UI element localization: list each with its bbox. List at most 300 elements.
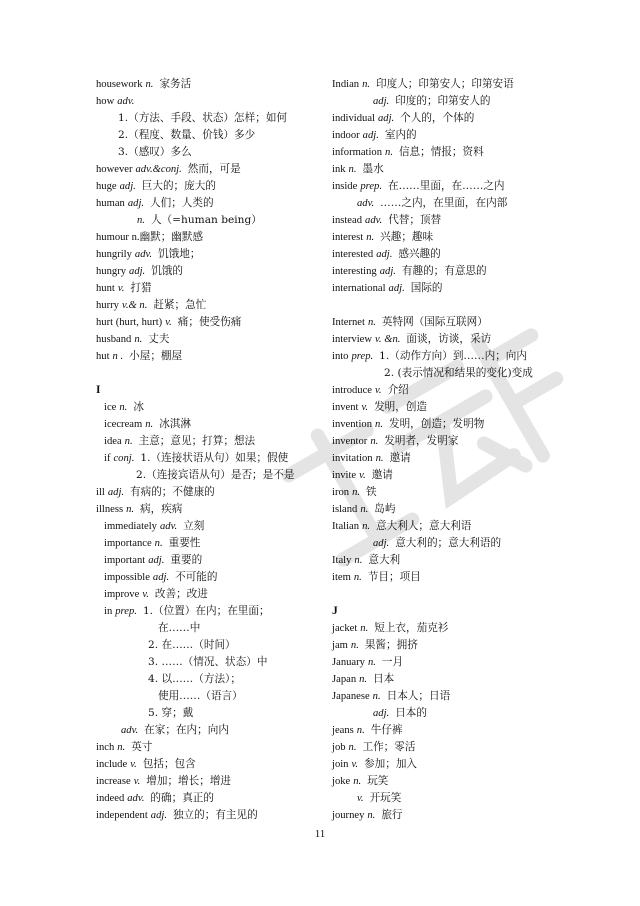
vocab-entry — [96, 756, 316, 773]
headword: hurry — [96, 300, 119, 311]
headword: inventor — [332, 436, 368, 447]
part-of-speech: adv. — [134, 249, 153, 260]
headword: invite — [332, 470, 357, 481]
vocab-entry — [96, 280, 316, 297]
part-of-speech: v. — [133, 776, 141, 787]
part-of-speech: v. — [357, 793, 364, 804]
definition: 室内的 — [384, 129, 417, 141]
headword: invent — [332, 402, 359, 413]
definition: 面谈，访谈，采访 — [406, 333, 492, 345]
vocab-entry — [96, 705, 316, 722]
definition: 在家；在内；向内 — [144, 724, 229, 736]
vocab-entry — [96, 331, 316, 348]
vocab-entry — [96, 263, 316, 280]
vocab-entry — [96, 722, 316, 739]
vocab-entry — [96, 535, 316, 552]
vocab-entry — [96, 416, 316, 433]
vocab-entry — [332, 739, 572, 756]
definition: 人（=human being） — [150, 214, 262, 226]
part-of-speech: prep. — [351, 351, 374, 362]
headword: independent — [96, 810, 148, 821]
right-column — [332, 76, 572, 824]
part-of-speech: adj. — [379, 266, 396, 277]
definition: 参加；加入 — [364, 758, 418, 770]
definition: 1.（方法、手段、状态）怎样；如何 — [118, 112, 288, 124]
vocab-entry — [332, 246, 572, 263]
definition: 日本 — [373, 673, 395, 685]
headword: journey — [332, 810, 365, 821]
definition: 发明，创造；发明物 — [388, 418, 485, 430]
definition: 意大利人；意大利语 — [376, 520, 472, 532]
definition: 邀请 — [389, 452, 411, 464]
definition: 在……里面，在……之内 — [388, 180, 505, 192]
vocab-entry — [332, 773, 572, 790]
page-number: 11 — [314, 828, 326, 840]
part-of-speech: adv. — [159, 521, 178, 532]
vocab-entry — [96, 654, 316, 671]
definition: 3.（感叹）多么 — [118, 146, 192, 158]
part-of-speech: n. — [367, 810, 376, 821]
vocab-entry — [332, 671, 572, 688]
headword: icecream — [104, 419, 143, 430]
left-column — [96, 76, 316, 824]
part-of-speech: n. — [360, 504, 369, 515]
definition: 印度的；印第安人的 — [395, 95, 491, 107]
definition: 玩笑 — [367, 775, 389, 787]
headword: improve — [104, 589, 140, 600]
vocab-entry — [96, 603, 316, 620]
definition: 家务活 — [159, 78, 192, 90]
definition: 兴趣；趣味 — [380, 231, 434, 243]
headword: job — [332, 742, 346, 753]
vocab-entry — [332, 331, 572, 348]
part-of-speech: adj. — [373, 708, 390, 719]
definition: 发明，创造 — [374, 401, 428, 413]
vocab-entry — [332, 416, 572, 433]
vocab-entry — [332, 688, 572, 705]
vocab-entry — [332, 399, 572, 416]
vocab-entry — [96, 246, 316, 263]
part-of-speech: adj. — [373, 538, 390, 549]
definition: 巨大的；庞大的 — [141, 180, 216, 192]
part-of-speech: n. — [370, 436, 379, 447]
definition: 打猎 — [130, 282, 152, 294]
headword: introduce — [332, 385, 373, 396]
part-of-speech: n. — [367, 657, 376, 668]
headword: Internet — [332, 317, 365, 328]
headword: hungry — [96, 266, 127, 277]
definition: 感兴趣的 — [398, 248, 441, 260]
vocab-entry — [332, 161, 572, 178]
part-of-speech: n. — [354, 555, 363, 566]
definition: 独立的；有主见的 — [172, 809, 258, 821]
part-of-speech: n. — [362, 79, 371, 90]
vocab-entry — [332, 756, 572, 773]
vocab-entry — [332, 467, 572, 484]
part-of-speech: n. — [137, 215, 145, 226]
headword: interest — [332, 232, 364, 243]
vocab-entry — [332, 365, 572, 382]
definition: 日本的 — [395, 707, 427, 719]
headword: housework — [96, 79, 143, 90]
definition: 日本人；日语 — [386, 690, 451, 702]
part-of-speech: adj. — [127, 198, 145, 209]
definition: 饥饿地； — [158, 248, 201, 260]
part-of-speech: n. — [119, 402, 128, 413]
headword: humour n. — [96, 232, 140, 243]
headword: Indian — [332, 79, 360, 90]
definition: 3. ……（情况、状态）中 — [148, 656, 268, 668]
definition: 4. 以……（方法）； — [148, 673, 241, 685]
part-of-speech: v. — [361, 402, 369, 413]
definition: 信息；情报；资料 — [398, 146, 484, 158]
vocab-entry — [332, 195, 572, 212]
part-of-speech: adj. — [377, 113, 395, 124]
definition: 包括；包含 — [142, 758, 196, 770]
vocab-entry — [96, 501, 316, 518]
definition: 冰淇淋 — [159, 418, 191, 430]
definition: 小屋；棚屋 — [129, 350, 183, 362]
headword: inside — [332, 181, 358, 192]
headword: ink — [332, 164, 346, 175]
definition: 冰 — [133, 401, 144, 413]
vocab-entry — [332, 569, 572, 586]
definition: 意大利 — [368, 554, 401, 566]
vocab-entry — [96, 314, 316, 331]
definition: 不可能的 — [175, 571, 218, 583]
headword: jam — [332, 640, 348, 651]
headword: international — [332, 283, 386, 294]
headword: interesting — [332, 266, 377, 277]
definition: 病，疾病 — [140, 503, 183, 515]
definition: 开玩笑 — [369, 792, 402, 804]
vocab-entry — [332, 637, 572, 654]
headword: invitation — [332, 453, 373, 464]
part-of-speech: v. — [117, 283, 125, 294]
vocab-entry — [96, 467, 316, 484]
definition: 然而，可是 — [187, 163, 241, 175]
headword: join — [332, 759, 349, 770]
vocab-entry — [332, 76, 572, 93]
part-of-speech: v.& n. — [121, 300, 148, 311]
part-of-speech: n. — [145, 79, 154, 90]
vocab-entry — [332, 212, 572, 229]
headword: into — [332, 351, 349, 362]
part-of-speech: n. — [348, 164, 357, 175]
vocab-entry — [332, 722, 572, 739]
part-of-speech: n. — [348, 742, 357, 753]
headword: jacket — [332, 623, 358, 634]
vocab-entry — [96, 484, 316, 501]
part-of-speech: adj. — [129, 266, 146, 277]
part-of-speech: adj. — [150, 810, 167, 821]
part-of-speech: n. — [352, 487, 361, 498]
part-of-speech: adj. — [119, 181, 136, 192]
definition: 果酱；拥挤 — [364, 639, 418, 651]
part-of-speech: adj. — [152, 572, 170, 583]
definition: 丈夫 — [148, 333, 170, 345]
vocab-entry — [96, 433, 316, 450]
vocab-entry — [96, 450, 316, 467]
definition: 重要性 — [168, 537, 201, 549]
definition: 有趣的；有意思的 — [401, 265, 487, 277]
definition: 铁 — [366, 486, 377, 498]
headword: interested — [332, 249, 374, 260]
headword: invention — [332, 419, 373, 430]
part-of-speech: n. — [359, 674, 368, 685]
definition: 英寸 — [131, 741, 153, 753]
section-letter: J — [332, 605, 338, 617]
part-of-speech: adv. — [357, 198, 375, 209]
definition: 节目；项目 — [367, 571, 421, 583]
headword: indoor — [332, 130, 360, 141]
part-of-speech: adj. — [388, 283, 405, 294]
definition: 5. 穿；戴 — [148, 707, 194, 719]
definition: 英特网（国际互联网） — [381, 316, 488, 328]
vocab-entry — [96, 671, 316, 688]
headword: hungrily — [96, 249, 132, 260]
vocab-entry — [96, 144, 316, 161]
definition: 一月 — [381, 656, 404, 668]
part-of-speech: v. — [165, 317, 172, 328]
part-of-speech: adj. — [362, 130, 379, 141]
definition: 2.（连接宾语从句）是否；是不是 — [136, 469, 295, 481]
definition: 个人的，个体的 — [400, 112, 475, 124]
vocab-entry — [96, 93, 316, 110]
headword: Japanese — [332, 691, 370, 702]
vocab-entry — [96, 637, 316, 654]
part-of-speech: prep. — [115, 606, 137, 617]
definition: 立刻 — [183, 520, 205, 532]
definition: 墨水 — [362, 163, 384, 175]
vocab-entry — [96, 229, 316, 246]
vocab-entry — [96, 297, 316, 314]
vocab-entry — [96, 127, 316, 144]
vocab-entry — [96, 807, 316, 824]
part-of-speech: n. — [134, 334, 143, 345]
headword: importance — [104, 538, 152, 549]
part-of-speech: n. — [353, 776, 362, 787]
vocab-entry — [332, 535, 572, 552]
vocab-entry — [332, 807, 572, 824]
vocab-entry — [332, 382, 572, 399]
vocab-entry — [332, 314, 572, 331]
vocab-entry — [332, 93, 572, 110]
definition: 国际的 — [410, 282, 443, 294]
definition: 增加；增长；增进 — [146, 775, 232, 787]
definition: 人们；人类的 — [150, 197, 214, 209]
headword: hurt (hurt, hurt) — [96, 317, 163, 328]
headword: illness — [96, 504, 124, 515]
part-of-speech: adj. — [376, 249, 393, 260]
headword: important — [104, 555, 146, 566]
part-of-speech: n. — [366, 232, 375, 243]
definition: 在……中 — [158, 622, 201, 634]
part-of-speech: n. — [360, 623, 369, 634]
definition: 重要的 — [170, 554, 203, 566]
part-of-speech: n. — [375, 453, 384, 464]
vocab-entry — [96, 348, 316, 365]
headword: jeans — [332, 725, 354, 736]
definition: 介绍 — [387, 384, 409, 396]
headword: huge — [96, 181, 117, 192]
part-of-speech: v. — [351, 759, 359, 770]
headword: however — [96, 164, 133, 175]
headword: increase — [96, 776, 131, 787]
headword: instead — [332, 215, 363, 226]
part-of-speech: adj. — [373, 96, 390, 107]
headword: individual — [332, 113, 375, 124]
part-of-speech: n. — [356, 725, 365, 736]
headword: item — [332, 572, 351, 583]
vocab-entry — [332, 518, 572, 535]
part-of-speech: prep. — [360, 181, 382, 192]
headword: in — [104, 606, 113, 617]
part-of-speech: n. — [353, 572, 362, 583]
part-of-speech: v. &n. — [375, 334, 401, 345]
part-of-speech: n. — [372, 691, 381, 702]
part-of-speech: n . — [112, 351, 124, 362]
definition: 1.（位置）在内；在里面； — [142, 605, 270, 617]
definition: 旅行 — [381, 809, 403, 821]
definition: 牛仔裤 — [370, 724, 403, 736]
vocab-entry — [96, 110, 316, 127]
definition: 2. (表示情况和结果的变化)变成 — [384, 367, 533, 379]
definition: 2. 在……（时间） — [148, 639, 236, 651]
part-of-speech: adv. — [117, 96, 135, 107]
vocab-entry — [96, 178, 316, 195]
headword: impossible — [104, 572, 150, 583]
vocab-entry — [96, 569, 316, 586]
definition: 使用……（语言） — [158, 690, 243, 702]
vocab-entry — [332, 620, 572, 637]
spacer — [332, 586, 572, 603]
part-of-speech: adj. — [148, 555, 165, 566]
part-of-speech: n. — [154, 538, 163, 549]
vocab-entry — [96, 739, 316, 756]
headword: how — [96, 96, 115, 107]
definition: 幽默；幽默感 — [139, 231, 204, 243]
definition: 1.（连接状语从句）如果；假使 — [140, 452, 289, 464]
part-of-speech: v. — [359, 470, 366, 481]
definition: 邀请 — [371, 469, 393, 481]
headword: interview — [332, 334, 373, 345]
part-of-speech: n. — [145, 419, 154, 430]
definition: 代替；顶替 — [388, 214, 442, 226]
definition: 有病的；不健康的 — [130, 486, 215, 498]
definition: 工作；零活 — [362, 741, 416, 753]
vocab-entry — [96, 212, 316, 229]
headword: information — [332, 147, 383, 158]
vocab-entry — [332, 552, 572, 569]
part-of-speech: n. — [117, 742, 126, 753]
vocab-entry — [332, 280, 572, 297]
vocab-entry — [332, 348, 572, 365]
part-of-speech: v. — [142, 589, 149, 600]
headword: Italy — [332, 555, 352, 566]
vocab-entry — [332, 790, 572, 807]
headword: indeed — [96, 793, 125, 804]
part-of-speech: n. — [385, 147, 393, 158]
vocab-entry — [332, 654, 572, 671]
vocab-entry — [96, 518, 316, 535]
vocab-entry — [96, 399, 316, 416]
definition: 的确；真正的 — [150, 792, 214, 804]
vocab-entry — [96, 76, 316, 93]
definition: 短上衣，茄克衫 — [374, 622, 449, 634]
definition: 印度人；印第安人；印第安语 — [376, 78, 514, 90]
headword: husband — [96, 334, 132, 345]
headword: idea — [104, 436, 122, 447]
part-of-speech: conj. — [113, 453, 135, 464]
part-of-speech: v. — [130, 759, 137, 770]
section-letter: I — [96, 384, 101, 396]
vocab-entry — [96, 790, 316, 807]
definition: 改善；改进 — [154, 588, 208, 600]
part-of-speech: adj. — [107, 487, 125, 498]
headword: joke — [332, 776, 351, 787]
part-of-speech: n. — [126, 504, 135, 515]
spacer — [332, 297, 572, 314]
vocab-entry — [332, 229, 572, 246]
definition: 赶紧；急忙 — [153, 299, 207, 311]
part-of-speech: n. — [124, 436, 133, 447]
definition: 2.（程度、数量、价钱）多少 — [118, 129, 256, 141]
definition: 发明者，发明家 — [384, 435, 459, 447]
part-of-speech: adv. — [121, 725, 139, 736]
part-of-speech: n. — [350, 640, 359, 651]
headword: hunt — [96, 283, 115, 294]
vocab-entry — [332, 144, 572, 161]
part-of-speech: n. — [375, 419, 383, 430]
headword: Japan — [332, 674, 357, 685]
vocab-entry — [332, 178, 572, 195]
headword: inch — [96, 742, 115, 753]
definition: 意大利的；意大利语的 — [395, 537, 502, 549]
vocab-entry — [96, 552, 316, 569]
part-of-speech: v. — [375, 385, 382, 396]
definition: 饥饿的 — [151, 265, 183, 277]
part-of-speech: adv.&conj. — [135, 164, 182, 175]
headword: immediately — [104, 521, 157, 532]
spacer — [96, 365, 316, 382]
vocab-entry — [96, 586, 316, 603]
vocab-entry — [96, 688, 316, 705]
vocab-entry — [332, 501, 572, 518]
vocab-entry — [332, 484, 572, 501]
headword: include — [96, 759, 128, 770]
definition: 岛屿 — [374, 503, 396, 515]
vocab-entry — [332, 263, 572, 280]
headword: ill — [96, 487, 105, 498]
headword: island — [332, 504, 358, 515]
headword: if — [104, 453, 111, 464]
definition: ……之内，在里面，在内部 — [380, 197, 508, 209]
part-of-speech: adv. — [365, 215, 383, 226]
part-of-speech: adv. — [127, 793, 145, 804]
definition: 1.（动作方向）到……内；向内 — [379, 350, 527, 362]
part-of-speech: n. — [367, 317, 376, 328]
definition: 主意；意见；打算；想法 — [138, 435, 256, 447]
vocab-entry — [96, 195, 316, 212]
vocab-entry — [332, 450, 572, 467]
part-of-speech: n. — [362, 521, 371, 532]
vocab-entry — [332, 127, 572, 144]
definition: 痛；使受伤痛 — [177, 316, 242, 328]
vocab-entry — [96, 620, 316, 637]
vocab-entry — [96, 773, 316, 790]
vocab-entry — [332, 705, 572, 722]
